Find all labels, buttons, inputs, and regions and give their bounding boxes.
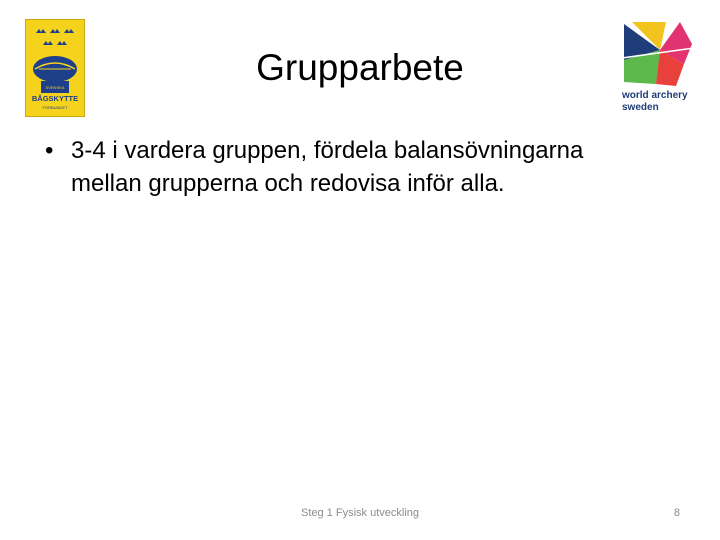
bullet-item <box>45 134 645 200</box>
logo-text-bottom: FÖRBUNDET <box>42 105 68 110</box>
target-icon <box>620 20 700 114</box>
logo-text-top: SVENSKA <box>45 85 65 90</box>
world-archery-sweden-logo <box>620 20 700 114</box>
bullet-text: 3-4 i vardera gruppen, fördela balansövningarna mellan grupperna och redovisa inför alla. <box>71 137 584 197</box>
bagskytte-logo <box>25 19 85 117</box>
logo-text-main: BÅGSKYTTE <box>31 94 79 103</box>
bullet-icon: • <box>45 137 54 164</box>
slide-footer: Steg 1 Fysisk utveckling <box>301 507 419 519</box>
logo-text-line1: world archery <box>622 90 688 101</box>
slide-title: Grupparbete <box>256 47 464 88</box>
crest-icon <box>25 19 85 117</box>
logo-text-line2: sweden <box>622 102 659 113</box>
body-content <box>45 134 645 200</box>
page-number: 8 <box>673 507 680 519</box>
